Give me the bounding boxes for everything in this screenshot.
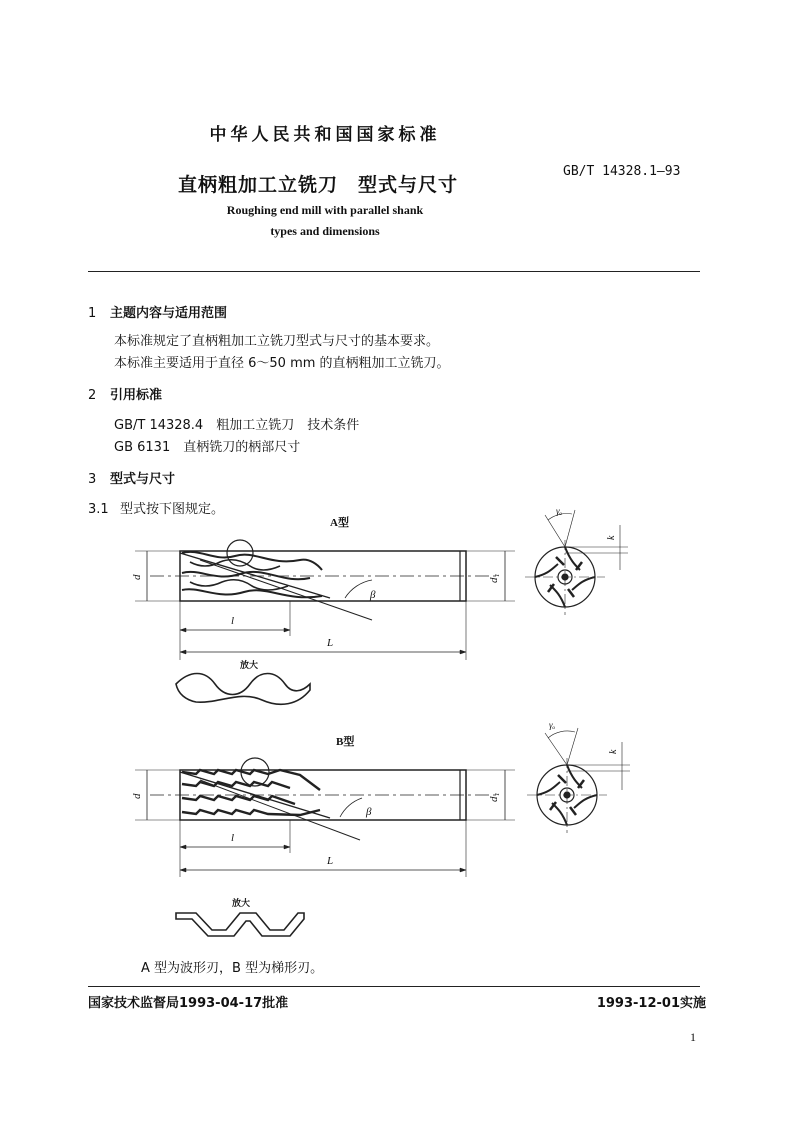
type-a-side-view <box>135 540 515 660</box>
type-a-end-view <box>525 510 628 615</box>
section-number: 2 <box>88 388 97 403</box>
type-b-end-view <box>527 728 630 833</box>
dim-k-a: k <box>606 535 617 540</box>
document-title: 直柄粗加工立铣刀 型式与尺寸 <box>178 174 459 196</box>
section-number: 3 <box>88 472 97 487</box>
subsection-text: 型式按下图规定。 <box>120 502 225 517</box>
standard-header: 中华人民共和国国家标准 <box>209 125 441 145</box>
dim-l-a: l <box>231 615 235 627</box>
reference-2: GB 6131 直柄铣刀的柄部尺寸 <box>114 440 301 455</box>
section-1-para-2: 本标准主要适用于直径 6～50 mm 的直柄粗加工立铣刀。 <box>114 356 450 371</box>
dim-gamma-a: γₒ <box>556 506 563 516</box>
section-number: 1 <box>88 306 97 321</box>
section-title: 引用标准 <box>110 388 163 403</box>
dim-d-b: d <box>131 793 143 799</box>
figure-note: A 型为波形刃，B 型为梯形刃。 <box>141 961 324 976</box>
dim-k-b: k <box>608 749 619 754</box>
dim-d-a: d <box>131 574 143 580</box>
subsection-number: 3.1 <box>88 502 109 517</box>
dim-l-b: l <box>231 832 235 844</box>
english-title-line1: Roughing end mill with parallel shank <box>226 203 424 217</box>
reference-1: GB/T 14328.4 粗加工立铣刀 技术条件 <box>114 418 360 433</box>
type-b-label: B型 <box>336 736 355 748</box>
standard-number: GB/T 14328.1—93 <box>563 164 681 179</box>
dim-d1-a: d₁ <box>488 573 500 583</box>
enlarge-label-a: 放大 <box>240 661 259 671</box>
dim-L-a: L <box>327 637 334 649</box>
approval-line: 国家技术监督局1993-04-17批准 <box>88 996 289 1011</box>
effective-date: 1993-12-01实施 <box>596 996 706 1011</box>
page-number: 1 <box>690 1030 696 1044</box>
type-a-enlarged-profile <box>176 674 310 705</box>
section-title: 型式与尺寸 <box>110 472 176 487</box>
dim-L-b: L <box>327 855 334 867</box>
dim-gamma-b: γₒ <box>549 720 556 730</box>
section-title: 主题内容与适用范围 <box>110 306 228 321</box>
type-a-label: A型 <box>330 517 349 529</box>
enlarge-label-b: 放大 <box>232 899 251 909</box>
type-b-enlarged-profile <box>176 913 304 936</box>
dim-beta-a: β <box>370 589 376 601</box>
english-title-line2: types and dimensions <box>270 224 380 238</box>
type-b-side-view <box>135 758 515 877</box>
section-1-para-1: 本标准规定了直柄粗加工立铣刀型式与尺寸的基本要求。 <box>114 334 440 349</box>
dim-beta-b: β <box>366 806 372 818</box>
footer-rule <box>88 986 700 987</box>
dim-d1-b: d₁ <box>488 792 500 802</box>
